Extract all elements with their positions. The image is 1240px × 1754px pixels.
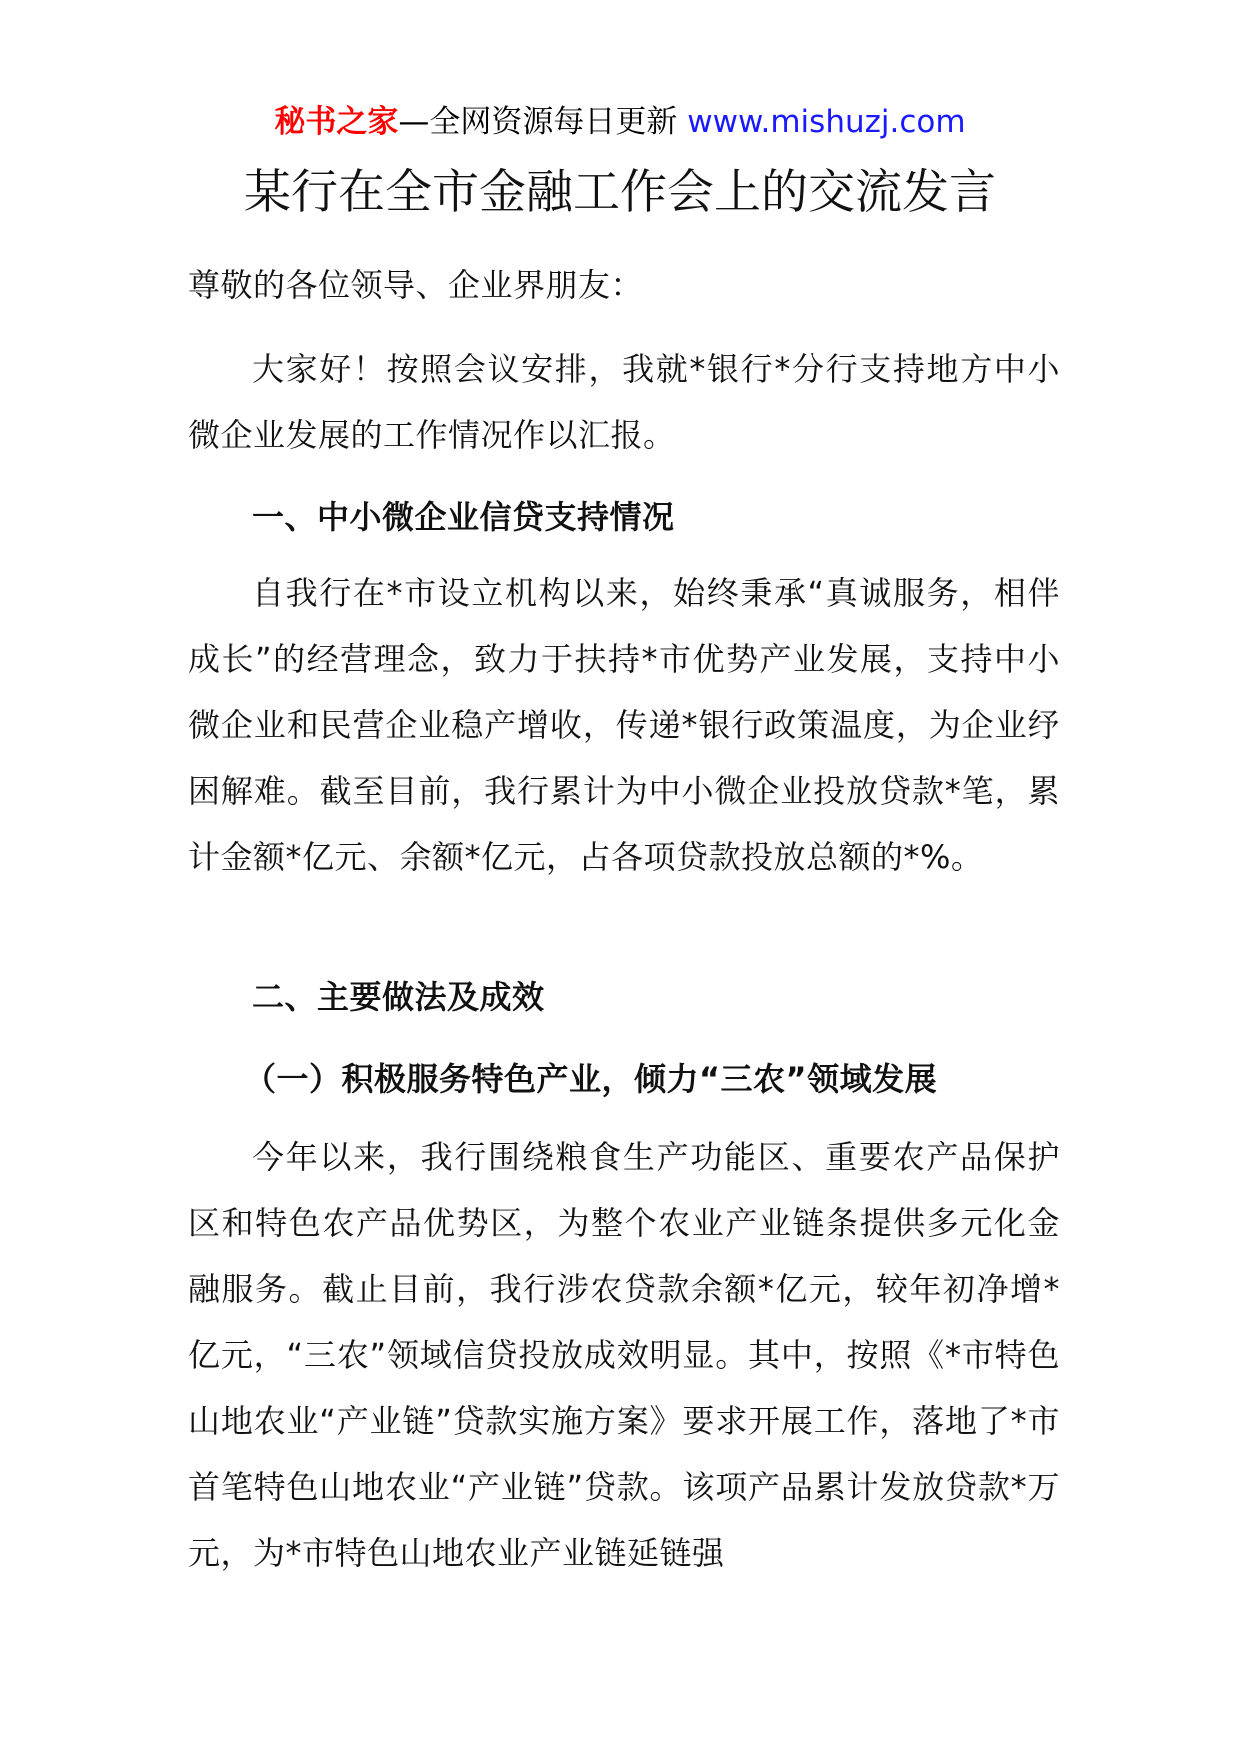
site-slogan: —全网资源每日更新 xyxy=(398,104,678,140)
greeting-line: 尊敬的各位领导、企业界朋友： xyxy=(188,266,644,304)
site-header xyxy=(0,100,1240,144)
subsection-heading-1: （一）积极服务特色产业，倾力“三农”领域发展 xyxy=(244,1060,938,1098)
paragraph-opening: 大家好！按照会议安排，我就*银行*分行支持地方中小微企业发展的工作情况作以汇报。 xyxy=(188,350,1060,454)
paragraph-credit-support: 自我行在*市设立机构以来，始终秉承“真诚服务，相伴成长”的经营理念，致力于扶持*市优势产业发展，支持中小微企业和民营企业稳产增收，传递*银行政策温度，为企业纾困解难。截至目前，我行累计为中小微企业投放贷款*笔，累计金额*亿元、余额*亿元，占各项贷款投放总额的*%。 xyxy=(188,574,1060,876)
document-title: 某行在全市金融工作会上的交流发言 xyxy=(244,165,996,220)
site-url-link[interactable]: www.mishuzj.com xyxy=(687,104,966,140)
section-heading-1: 一、中小微企业信贷支持情况 xyxy=(252,498,675,536)
section-heading-2: 二、主要做法及成效 xyxy=(252,978,545,1016)
paragraph-agriculture: 今年以来，我行围绕粮食生产功能区、重要农产品保护区和特色农产品优势区，为整个农业产业链条提供多元化金融服务。截止目前，我行涉农贷款余额*亿元，较年初净增*亿元，“三农”领域信贷投放成效明显。其中，按照《*市特色山地农业“产业链”贷款实施方案》要求开展工作，落地了*市首笔特色山地农业“产业链”贷款。该项产品累计发放贷款*万元，为*市特色山地农业产业链延链强 xyxy=(188,1138,1060,1572)
site-brand: 秘书之家 xyxy=(274,104,399,140)
